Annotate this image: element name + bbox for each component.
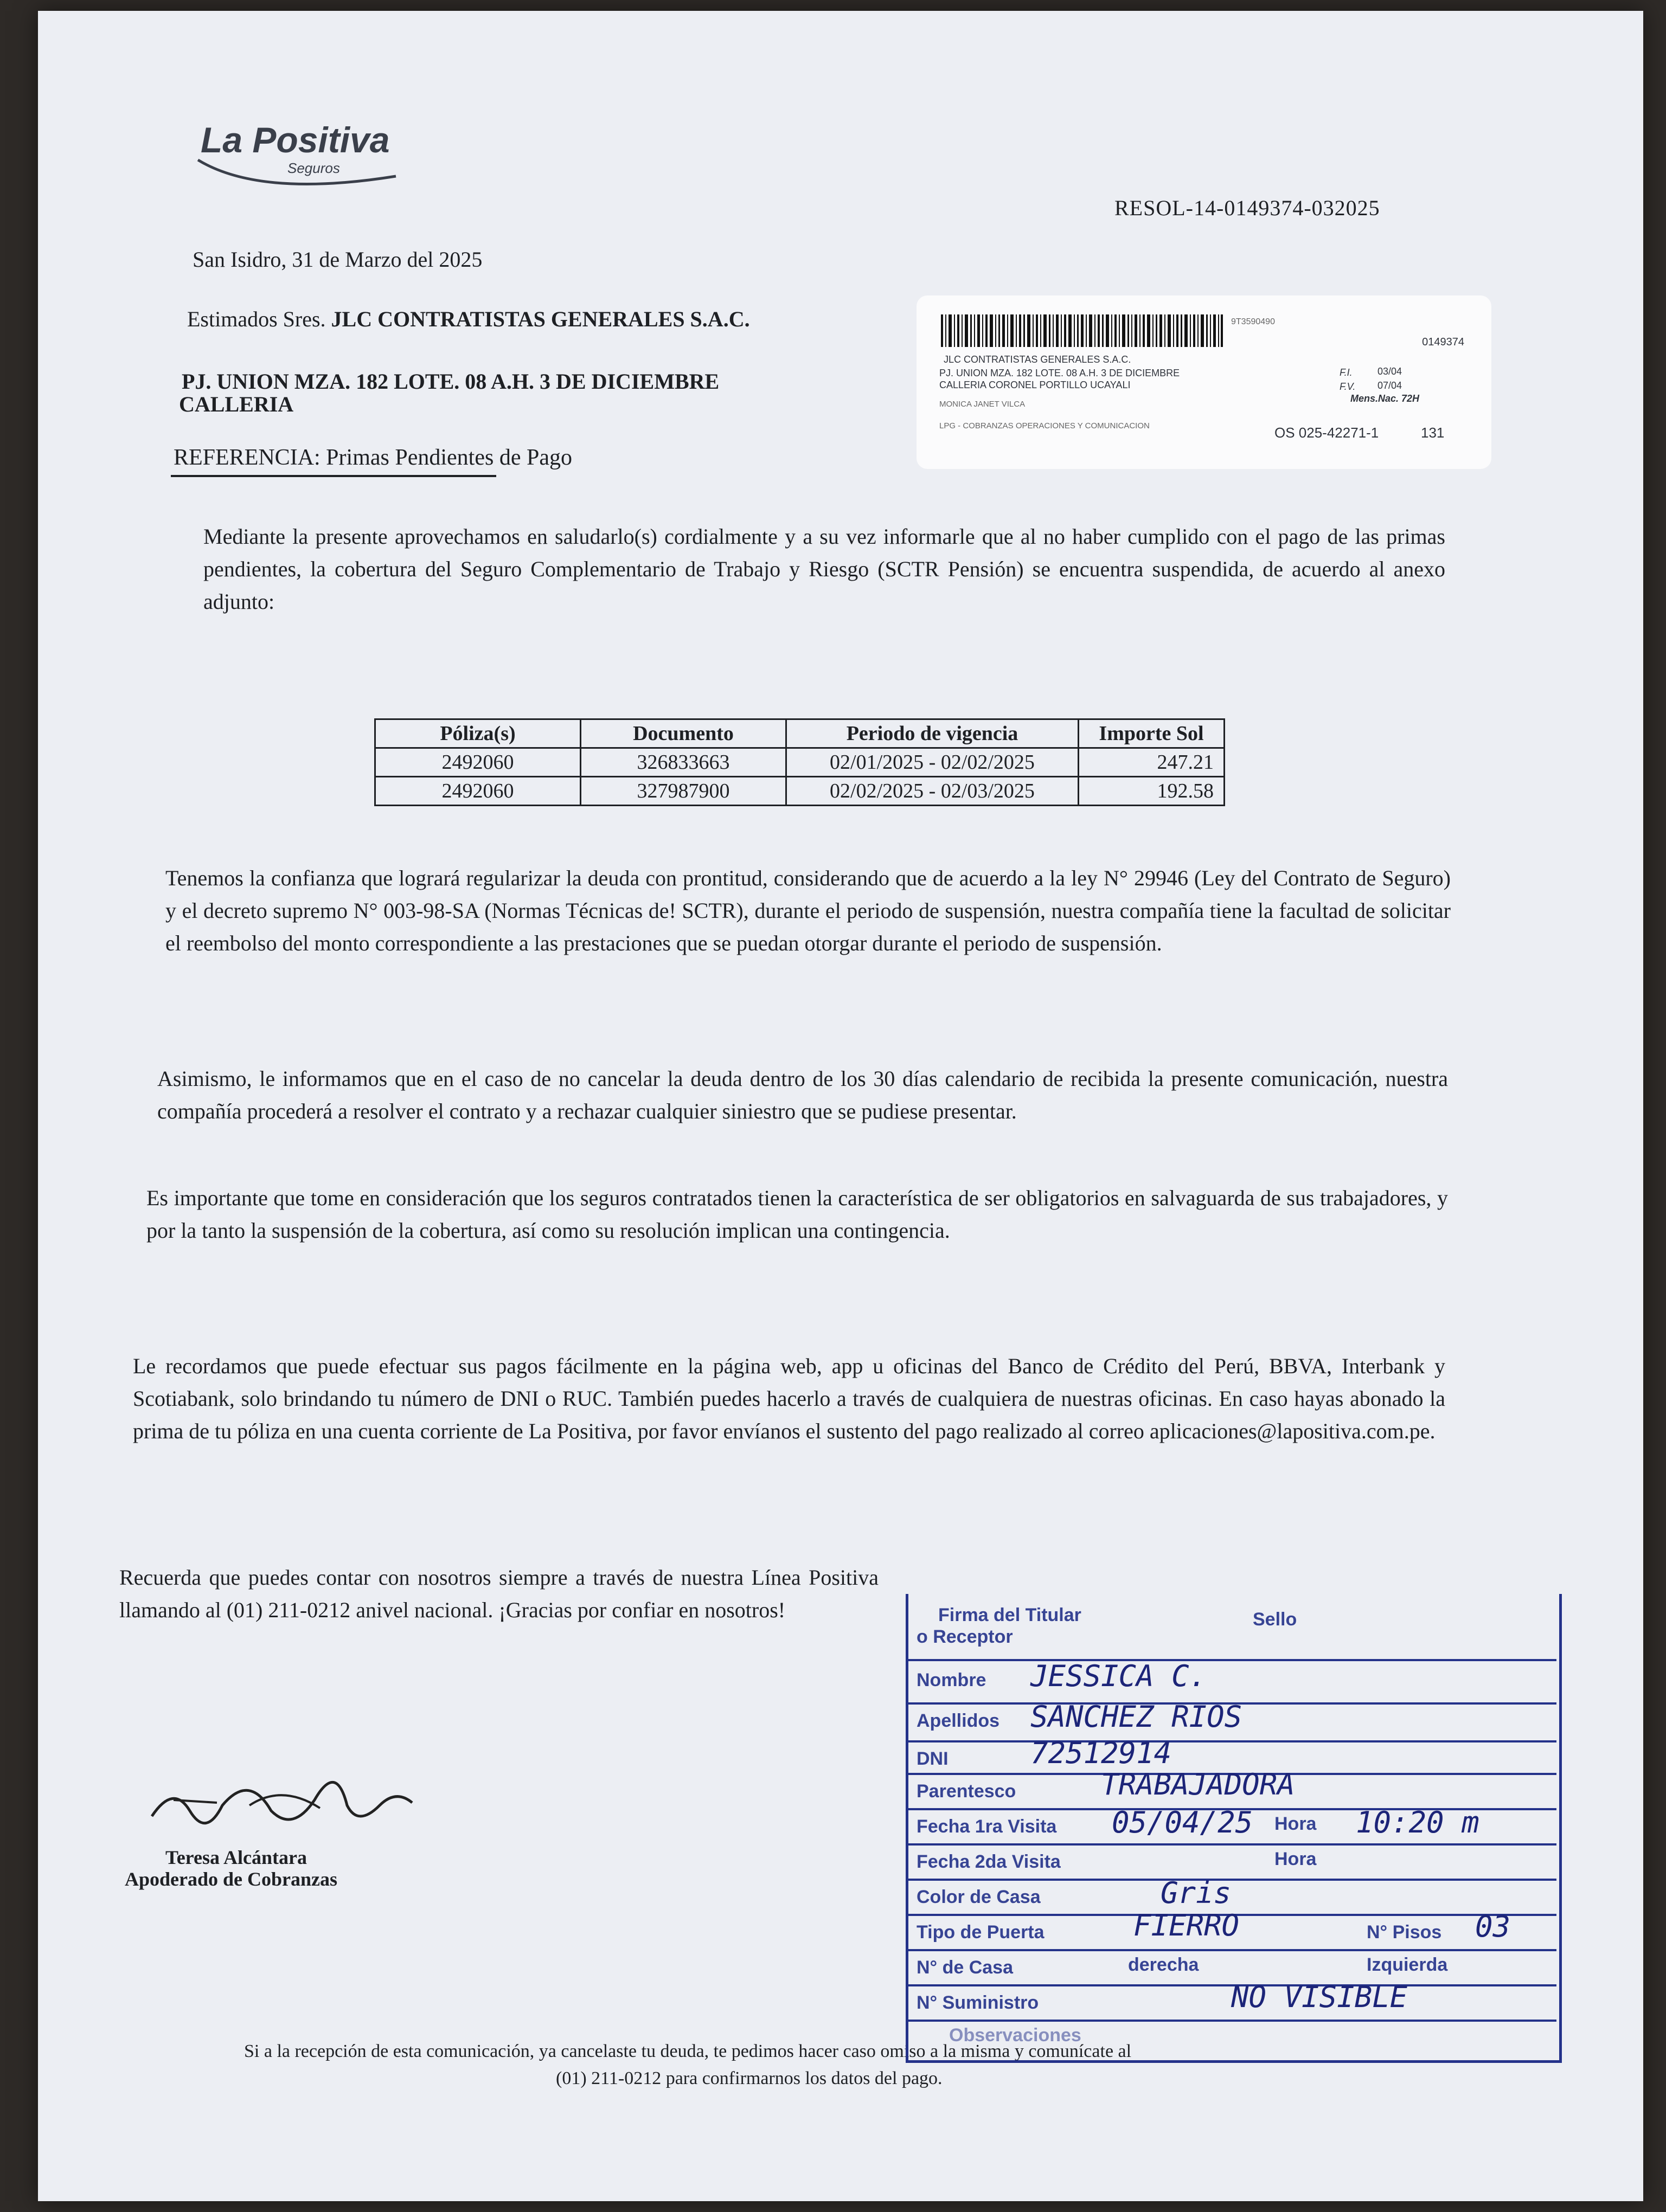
label-number: 0149374 xyxy=(1422,336,1464,348)
cell-periodo: 02/01/2025 - 02/02/2025 xyxy=(786,748,1079,777)
label-fi-label: F.I. xyxy=(1340,367,1353,378)
cell-poliza: 2492060 xyxy=(375,777,581,806)
table-row xyxy=(375,748,1225,777)
stamp-puerta-value: FIERRO xyxy=(1133,1908,1240,1943)
stamp-hora-label: Hora xyxy=(1274,1814,1317,1834)
header-periodo: Periodo de vigencia xyxy=(786,719,1079,748)
cell-importe: 247.21 xyxy=(1079,748,1225,777)
letter-date: San Isidro, 31 de Marzo del 2025 xyxy=(193,247,483,272)
label-os: OS 025-42271-1 xyxy=(1274,425,1379,441)
stamp-suministro-label: N° Suministro xyxy=(917,1992,1039,2013)
signature-icon xyxy=(141,1751,423,1849)
table-row xyxy=(375,777,1225,806)
address-line-2: CALLERIA xyxy=(179,392,294,416)
stamp-hora2-label: Hora xyxy=(1274,1849,1317,1869)
label-line-1: JLC CONTRATISTAS GENERALES S.A.C. xyxy=(944,354,1131,365)
stamp-apellidos-label: Apellidos xyxy=(917,1711,1000,1731)
stamp-divider xyxy=(906,2020,1556,2022)
stamp-dni-label: DNI xyxy=(917,1748,949,1769)
stamp-nombre-value: JESSICA C. xyxy=(1030,1659,1207,1693)
stamp-dni-value: 72512914 xyxy=(1030,1736,1172,1770)
table-header-row xyxy=(375,719,1225,748)
stamp-derecha-label: derecha xyxy=(1128,1954,1199,1975)
label-fv-label: F.V. xyxy=(1340,381,1356,392)
stamp-pisos-value: 03 xyxy=(1475,1909,1511,1944)
label-small-code: 9T3590490 xyxy=(1231,317,1275,326)
label-line-2: PJ. UNION MZA. 182 LOTE. 08 A.H. 3 DE DICIEMBRE xyxy=(939,368,1180,378)
stamp-color-label: Color de Casa xyxy=(917,1887,1041,1907)
stamp-divider xyxy=(906,1659,1556,1661)
resolution-number: RESOL-14-0149374-032025 xyxy=(1114,196,1380,220)
label-fv-value: 07/04 xyxy=(1377,380,1402,391)
footer-line-2: (01) 211-0212 para confirmarnos los datos del pago. xyxy=(556,2068,943,2088)
barcode-icon xyxy=(941,314,1223,347)
stamp-izquierda-label: Izquierda xyxy=(1367,1954,1448,1975)
stamp-fecha1-value: 05/04/25 xyxy=(1112,1805,1253,1840)
label-line-3: CALLERIA CORONEL PORTILLO UCAYALI xyxy=(939,380,1131,390)
stamp-parentesco-label: Parentesco xyxy=(917,1781,1016,1802)
label-os-code: 131 xyxy=(1421,425,1445,441)
paragraph-2: Tenemos la confianza que logrará regularizar la deuda con prontitud, considerando que de acuerdo a la ley N° 29946 (Ley del Contrato de Seguro) y el decreto supremo N° 003-98-SA (Normas Técnicas de! SCTR), durante el periodo de suspensión, nuestra compañía tiene la facultad de solicitar el reembolso del monto correspondiente a las prestaciones que se puedan otorgar durante el periodo de suspensión. xyxy=(165,866,1451,955)
stamp-hora-value: 10:20 m xyxy=(1356,1805,1479,1840)
cell-periodo: 02/02/2025 - 02/03/2025 xyxy=(786,777,1079,806)
cell-documento: 327987900 xyxy=(581,777,786,806)
stamp-suministro-value: NO VISIBLE xyxy=(1231,1980,1408,2014)
stamp-receptor-label: o Receptor xyxy=(917,1626,1013,1647)
stamp-casa-label: N° de Casa xyxy=(917,1957,1014,1978)
stamp-color-value: Gris xyxy=(1161,1876,1232,1910)
mailing-label xyxy=(917,295,1491,469)
cell-documento: 326833663 xyxy=(581,748,786,777)
stamp-fecha2-label: Fecha 2da Visita xyxy=(917,1851,1061,1872)
company-logo: La Positiva xyxy=(201,120,390,160)
paragraph-5: Le recordamos que puede efectuar sus pagos fácilmente en la página web, app u oficinas del Banco de Crédito del Perú, BBVA, Interbank y Scotiabank, solo brindando tu número de DNI o RUC. También puedes hacerlo a través de cualquiera de nuestras oficinas. En caso hayas abonado la prima de tu póliza en una cuenta corriente de La Positiva, por favor envíanos el sustento del pago realizado al correo aplicaciones@lapositiva.com.pe. xyxy=(133,1354,1445,1443)
company-name: JLC CONTRATISTAS GENERALES S.A.C. xyxy=(331,307,750,331)
delivery-stamp xyxy=(906,1594,1556,2060)
paragraph-1: Mediante la presente aprovechamos en saludarlo(s) cordialmente y a su vez informarle que al no haber cumplido con el pago de las primas pendientes, la cobertura del Seguro Complementario de Trabajo y Riesgo (SCTR Pensión) se encuentra suspendida, de acuerdo al anexo adjunto: xyxy=(203,524,1445,614)
paragraph-3: Asimismo, le informamos que en el caso de no cancelar la deuda dentro de los 30 días calendario de recibida la presente comunicación, nuestra compañía procederá a resolver el contrato y a rechazar cualquier siniestro que se pudiese presentar. xyxy=(157,1066,1448,1123)
paragraph-6: Recuerda que puedes contar con nosotros siempre a través de nuestra Línea Positiva llamando al (01) 211-0212 anivel nacional. ¡Gracias por confiar en nosotros! xyxy=(119,1565,879,1622)
stamp-puerta-label: Tipo de Puerta xyxy=(917,1922,1045,1943)
cell-importe: 192.58 xyxy=(1079,777,1225,806)
addressee xyxy=(187,306,750,332)
stamp-divider xyxy=(906,1740,1556,1742)
stamp-fecha1-label: Fecha 1ra Visita xyxy=(917,1816,1057,1837)
policies-table xyxy=(374,718,1225,806)
stamp-sello-label: Sello xyxy=(1253,1609,1297,1630)
header-documento: Documento xyxy=(581,719,786,748)
stamp-pisos-label: N° Pisos xyxy=(1367,1922,1442,1943)
stamp-divider xyxy=(906,1949,1556,1951)
greeting: Estimados Sres. xyxy=(187,307,326,331)
header-importe: Importe Sol xyxy=(1079,719,1225,748)
reference: REFERENCIA: Primas Pendientes de Pago xyxy=(174,445,572,470)
label-mens: Mens.Nac. 72H xyxy=(1350,393,1420,404)
address-line-1: PJ. UNION MZA. 182 LOTE. 08 A.H. 3 DE DICIEMBRE xyxy=(182,369,720,394)
stamp-divider xyxy=(906,1843,1556,1846)
footer-line-1: Si a la recepción de esta comunicación, ya cancelaste tu deuda, te pedimos hacer caso omiso a la misma y comunícate al xyxy=(244,2041,1132,2061)
logo-subtitle: Seguros xyxy=(287,160,340,176)
stamp-apellidos-value: SANCHEZ RIOS xyxy=(1030,1700,1242,1734)
paragraph-4: Es importante que tome en consideración que los seguros contratados tienen la característica de ser obligatorios en salvaguarda de sus trabajadores, y por la tanto la suspensión de la cobertura, así como su resolución implican una contingencia. xyxy=(146,1186,1448,1243)
header-poliza: Póliza(s) xyxy=(375,719,581,748)
signer-title: Apoderado de Cobranzas xyxy=(125,1868,338,1890)
signer-name: Teresa Alcántara xyxy=(165,1847,307,1868)
reference-underline xyxy=(171,475,496,477)
stamp-parentesco-value: TRABAJADORA xyxy=(1101,1767,1295,1802)
stamp-observaciones-label: Observaciones xyxy=(949,2025,1081,2046)
stamp-firma-label: Firma del Titular xyxy=(938,1605,1081,1625)
cell-poliza: 2492060 xyxy=(375,748,581,777)
label-line-5: LPG - COBRANZAS OPERACIONES Y COMUNICACION xyxy=(939,421,1150,430)
stamp-nombre-label: Nombre xyxy=(917,1670,986,1690)
label-fi-value: 03/04 xyxy=(1377,366,1402,377)
label-line-4: MONICA JANET VILCA xyxy=(939,400,1026,409)
